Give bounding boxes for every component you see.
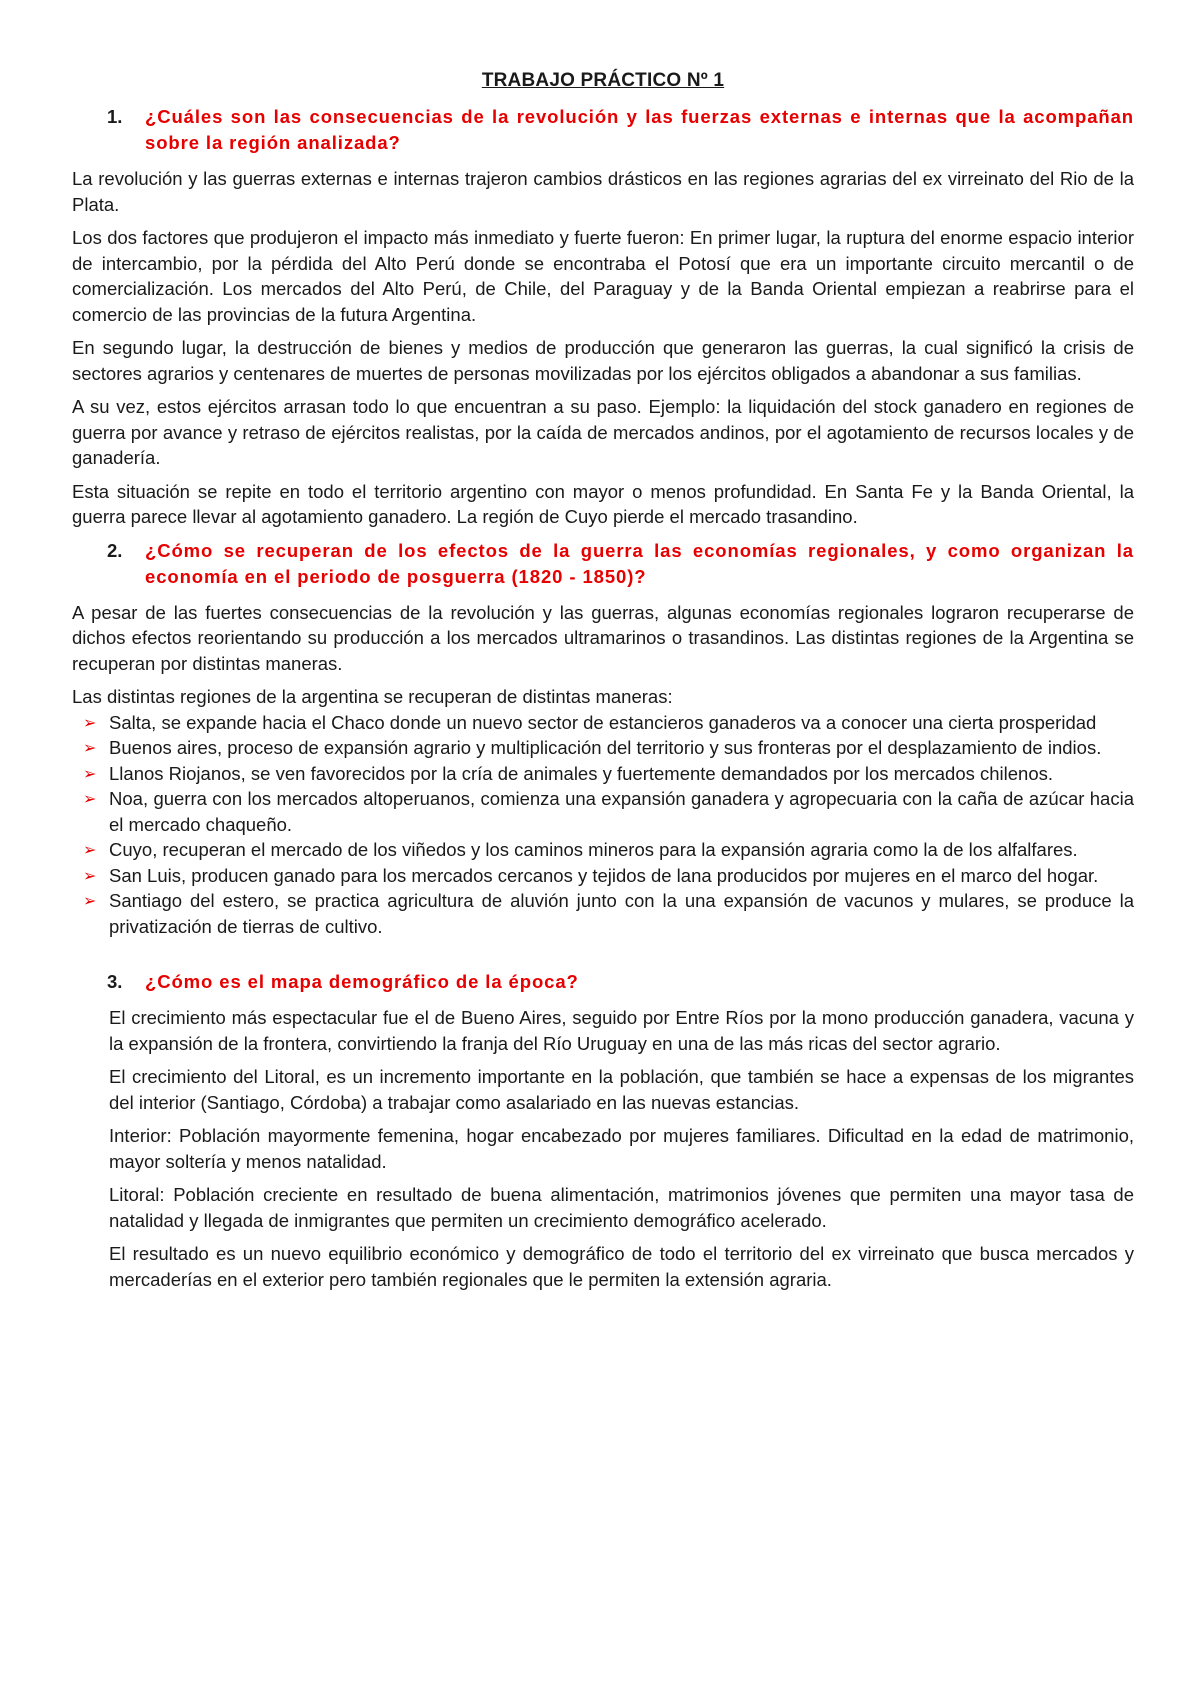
regions-list [72, 710, 1134, 940]
question-text: ¿Cómo es el mapa demográfico de la época? [145, 971, 579, 992]
list-item [72, 761, 1134, 787]
list-item [72, 863, 1134, 889]
list-item [72, 786, 1134, 837]
document-page [72, 70, 1134, 1300]
question-text: ¿Cuáles son las consecuencias de la revolución y las fuerzas externas e internas que la acompañan sobre la región analizada? [145, 106, 1134, 153]
list-item-text: Llanos Riojanos, se ven favorecidos por la cría de animales y fuertemente demandados por los mercados chilenos. [109, 762, 1054, 784]
list-item-text: Noa, guerra con los mercados altoperuanos, comienza una expansión ganadera y agropecuaria con la caña de azúcar hacia el mercado chaqueño. [109, 788, 1134, 835]
answer-paragraph: A pesar de las fuertes consecuencias de la revolución y las guerras, algunas economías regionales lograron recuperarse de dichos efectos reorientando su producción a los mercados ultramarinos o trasandinos. Las distintas regiones de la Argentina se recuperan por distintas maneras. [72, 601, 1134, 674]
question-text: ¿Cómo se recuperan de los efectos de la guerra las economías regionales, y como organizan la economía en el periodo de posguerra (1820 - 1850)? [145, 539, 1134, 587]
arrow-bullet-icon: ➢ [83, 789, 97, 808]
answer-paragraph: Litoral: Población creciente en resultado de buena alimentación, matrimonios jóvenes que permiten una mayor tasa de natalidad y llegada de inmigrantes que permiten un crecimiento demográfico acelerado. [109, 1184, 1134, 1231]
question-3 [72, 969, 1134, 995]
question-2 [72, 538, 1134, 590]
answer-paragraph: El crecimiento más espectacular fue el de Bueno Aires, seguido por Entre Ríos por la mono producción ganadera, vacuna y la expansión de la frontera, convirtiendo la franja del Río Uruguay en una de las más ricas del sector agrario. [109, 1007, 1134, 1054]
list-item-text: San Luis, producen ganado para los mercados cercanos y tejidos de lana producidos por mujeres en el marco del hogar. [109, 864, 1099, 886]
question-number: 3. [107, 971, 123, 992]
answer-paragraph: El resultado es un nuevo equilibrio económico y demográfico de todo el territorio del ex virreinato que busca mercados y mercaderías en el exterior pero también regionales que le permiten la extensión agraria. [109, 1243, 1134, 1290]
list-item-text: Santiago del estero, se practica agricultura de aluvión junto con la una expansión de vacunos y mulares, se produce la privatización de tierras de cultivo. [109, 890, 1134, 937]
arrow-bullet-icon: ➢ [83, 840, 97, 859]
arrow-bullet-icon: ➢ [83, 738, 97, 757]
list-item-text: Buenos aires, proceso de expansión agrario y multiplicación del territorio y sus fronteras por el desplazamiento de indios. [109, 737, 1102, 758]
list-item [72, 710, 1134, 736]
answer-paragraph: A su vez, estos ejércitos arrasan todo lo que encuentran a su paso. Ejemplo: la liquidación del stock ganadero en regiones de guerra por avance y retraso de ejércitos realistas, por la caída de mercados andinos, por el agotamiento de recursos locales y de ganadería. [72, 396, 1134, 468]
answer-paragraph: Los dos factores que produjeron el impacto más inmediato y fuerte fueron: En primer lugar, la ruptura del enorme espacio interior de intercambio, por la pérdida del Alto Perú donde se encontraba el Potosí que era un importante circuito mercantil o de comercialización. Los mercados del Alto Perú, de Chile, del Paraguay y de la Banda Oriental empiezan a reabrirse para el comercio de las provincias de la futura Argentina. [72, 227, 1134, 325]
answer-paragraph: Las distintas regiones de la argentina se recuperan de distintas maneras: [72, 686, 673, 707]
list-item [72, 837, 1134, 863]
list-item [72, 888, 1134, 939]
answer-paragraph: Interior: Población mayormente femenina, hogar encabezado por mujeres familiares. Dificultad en la edad de matrimonio, mayor soltería y menos natalidad. [109, 1125, 1134, 1172]
question-1 [72, 104, 1134, 156]
list-item-text: Salta, se expande hacia el Chaco donde un nuevo sector de estancieros ganaderos va a conocer una cierta prosperidad [109, 711, 1097, 733]
arrow-bullet-icon: ➢ [83, 712, 97, 732]
arrow-bullet-icon: ➢ [83, 865, 97, 885]
answer-paragraph: Esta situación se repite en todo el territorio argentino con mayor o menos profundidad. En Santa Fe y la Banda Oriental, la guerra parece llevar al agotamiento ganadero. La región de Cuyo pierde el mercado trasandino. [72, 480, 1134, 527]
arrow-bullet-icon: ➢ [83, 891, 97, 910]
answer-paragraph: En segundo lugar, la destrucción de bienes y medios de producción que generaron las guerras, la cual significó la crisis de sectores agrarios y centenares de muertes de personas movilizadas por los ejércitos obligados a abandonar a sus familias. [72, 337, 1134, 384]
answer-paragraph: La revolución y las guerras externas e internas trajeron cambios drásticos en las regiones agrarias del ex virreinato del Rio de la Plata. [72, 168, 1134, 215]
answer-paragraph: El crecimiento del Litoral, es un incremento importante en la población, que también se hace a expensas de los migrantes del interior (Santiago, Córdoba) a trabajar como asalariado en las nuevas estancias. [109, 1066, 1134, 1113]
arrow-bullet-icon: ➢ [83, 763, 97, 783]
document-title: TRABAJO PRÁCTICO Nº 1 [481, 70, 725, 91]
list-item-text: Cuyo, recuperan el mercado de los viñedos y los caminos mineros para la expansión agraria como la de los alfalfares. [109, 839, 1078, 860]
question-number: 1. [107, 106, 123, 127]
list-item [72, 735, 1134, 761]
question-number: 2. [107, 539, 123, 561]
